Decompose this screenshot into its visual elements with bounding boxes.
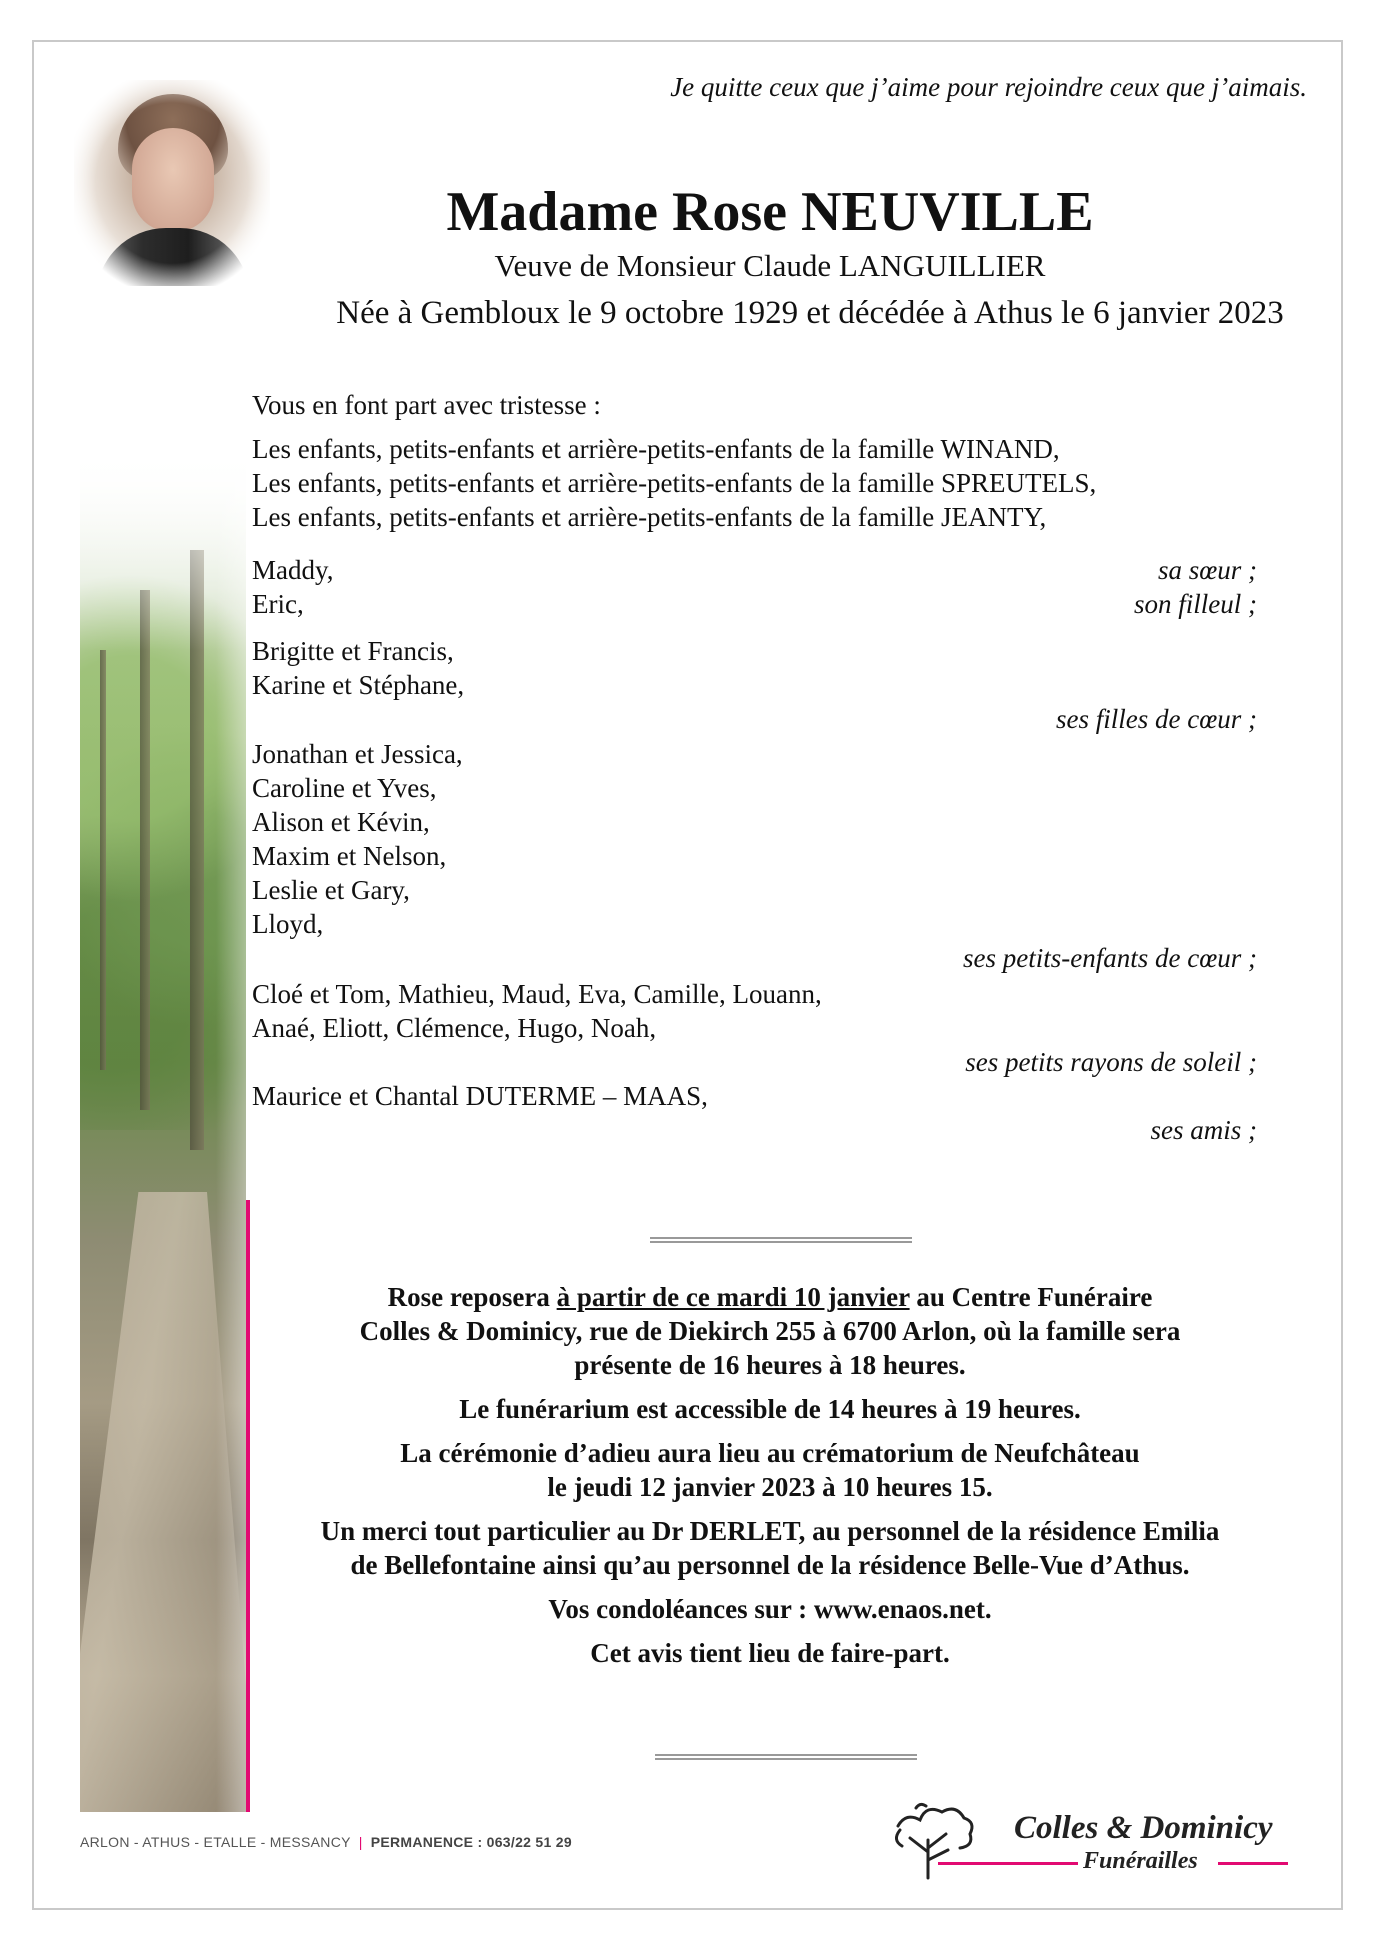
relative-row: Eric, son filleul ;	[252, 589, 1257, 619]
tree-logo-icon	[888, 1790, 998, 1880]
relative-row: Maddy, sa sœur ;	[252, 555, 1257, 585]
funeral-home-logo	[888, 1790, 1288, 1880]
epigraph: Je quitte ceux que j’aime pour rejoindre ceux que j’aimais.	[670, 72, 1307, 102]
divider-bottom	[655, 1754, 917, 1760]
filles-block: Brigitte et Francis, Karine et Stéphane, ses filles de cœur ;	[252, 636, 1257, 734]
rayons-block: Cloé et Tom, Mathieu, Maud, Eva, Camille, Louann, Anaé, Eliott, Clémence, Hugo, Noah, ses petits rayons de soleil ; Maurice et Chantal DUTERME – MAAS, ses amis ;	[252, 979, 1257, 1145]
family-line: Les enfants, petits-enfants et arrière-petits-enfants de la famille JEANTY,	[252, 502, 1047, 532]
ceremony-info: Rose reposera à partir de ce mardi 10 janvier au Centre Funéraire Colles & Dominicy, rue de Diekirch 255 à 6700 Arlon, où la famille sera présente de 16 heures à 18 heures. Le funérarium est accessible de 14 heures à 19 heures. La cérémonie d’adieu aura lieu au crématorium de Neufchâteau le jeudi 12 janvier 2023 à 10 heures 15. Un merci tout particulier au Dr DERLET, au personnel de la résidence Emilia de Bellefontaine ainsi qu’au personnel de la résidence Belle-Vue d’Athus. Vos condoléances sur : www.enaos.net. Cet avis tient lieu de faire-part.	[270, 1280, 1270, 1680]
spouse-line: Veuve de Monsieur Claude LANGUILLIER	[494, 248, 1046, 283]
logo-underline	[1218, 1862, 1288, 1865]
relation-label: ses filles de cœur ;	[1056, 704, 1257, 734]
petits-enfants-block: Jonathan et Jessica, Caroline et Yves, Alison et Kévin, Maxim et Nelson, Leslie et Gary, Lloyd, ses petits-enfants de cœur ;	[252, 739, 1257, 973]
portrait-photo	[74, 80, 270, 286]
relatives-block	[252, 553, 1257, 621]
logo-underline	[938, 1862, 1078, 1865]
divider-top	[650, 1237, 912, 1243]
condolences-link: Vos condoléances sur : www.enaos.net.	[548, 1594, 992, 1624]
relation-label: ses amis ;	[1150, 1115, 1257, 1145]
logo-subtitle: Funérailles	[1083, 1848, 1198, 1874]
deceased-name: Madame Rose NEUVILLE	[446, 181, 1094, 243]
families-block	[252, 432, 1257, 534]
intro-line: Vous en font part avec tristesse :	[252, 390, 601, 420]
birth-death-dates: Née à Gembloux le 9 octobre 1929 et décédée à Athus le 6 janvier 2023	[336, 295, 1284, 331]
logo-brand: Colles & Dominicy	[1014, 1810, 1273, 1846]
family-line: Les enfants, petits-enfants et arrière-petits-enfants de la famille WINAND,	[252, 434, 1060, 464]
relation-label: ses petits-enfants de cœur ;	[963, 943, 1257, 973]
footer-contact: ARLON - ATHUS - ETALLE - MESSANCY | PERMANENCE : 063/22 51 29	[80, 1834, 572, 1850]
pink-accent-bar	[246, 1200, 250, 1812]
relation-label: ses petits rayons de soleil ;	[965, 1047, 1257, 1077]
forest-path-image	[80, 450, 246, 1812]
family-line: Les enfants, petits-enfants et arrière-petits-enfants de la famille SPREUTELS,	[252, 468, 1097, 498]
